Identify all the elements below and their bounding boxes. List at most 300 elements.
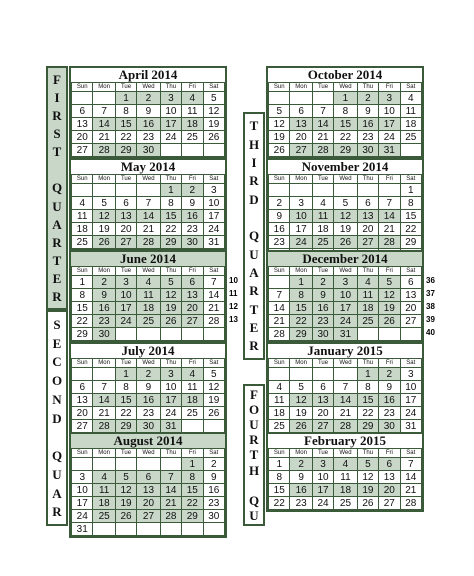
day-cell: 19 bbox=[269, 131, 290, 144]
quarter-letter: T bbox=[249, 301, 259, 317]
day-cell: 22 bbox=[290, 315, 312, 328]
day-cell: 13 bbox=[357, 210, 378, 223]
day-cell: 16 bbox=[137, 118, 160, 131]
day-header: Wed bbox=[137, 359, 160, 368]
day-cell: 17 bbox=[290, 223, 312, 236]
quarter-letter: Q bbox=[51, 180, 63, 196]
day-cell: 1 bbox=[400, 184, 421, 197]
day-cell bbox=[72, 92, 93, 105]
month-title: June 2014 bbox=[71, 252, 225, 266]
day-cell: 29 bbox=[334, 144, 357, 157]
day-cell: 8 bbox=[400, 197, 421, 210]
day-cell: 2 bbox=[182, 184, 203, 197]
quarter-letter: A bbox=[52, 216, 62, 232]
week-row bbox=[72, 276, 225, 289]
day-cell bbox=[269, 276, 290, 289]
day-cell: 5 bbox=[269, 105, 290, 118]
day-cell: 17 bbox=[160, 394, 181, 407]
first-quarter-label bbox=[46, 66, 68, 310]
day-cell: 15 bbox=[334, 118, 357, 131]
day-cell: 30 bbox=[93, 328, 115, 341]
day-header: Thu bbox=[357, 359, 378, 368]
day-header: Sun bbox=[269, 83, 290, 92]
day-cell: 19 bbox=[379, 302, 400, 315]
day-cell: 1 bbox=[357, 368, 378, 381]
day-cell: 29 bbox=[400, 236, 421, 249]
day-cell bbox=[93, 458, 115, 471]
day-cell bbox=[137, 458, 160, 471]
quarter-letter: E bbox=[52, 335, 62, 351]
day-cell: 30 bbox=[137, 144, 160, 157]
day-cell: 7 bbox=[93, 381, 115, 394]
day-cell: 24 bbox=[160, 407, 181, 420]
day-cell: 30 bbox=[137, 420, 160, 433]
week-row bbox=[269, 381, 422, 394]
day-cell bbox=[182, 328, 203, 341]
day-cell: 19 bbox=[334, 223, 357, 236]
day-cell: 3 bbox=[203, 184, 224, 197]
day-cell: 25 bbox=[72, 236, 93, 249]
week-row bbox=[72, 368, 225, 381]
day-cell: 11 bbox=[269, 394, 290, 407]
day-cell: 2 bbox=[93, 276, 115, 289]
day-cell: 14 bbox=[334, 394, 357, 407]
day-cell: 6 bbox=[72, 381, 93, 394]
day-cell: 14 bbox=[379, 210, 400, 223]
day-cell: 10 bbox=[379, 105, 400, 118]
day-cell: 9 bbox=[269, 210, 290, 223]
day-cell: 14 bbox=[400, 471, 421, 484]
day-header: Fri bbox=[182, 449, 203, 458]
day-cell: 4 bbox=[312, 197, 333, 210]
day-cell bbox=[379, 328, 400, 341]
day-cell: 18 bbox=[137, 302, 160, 315]
day-cell: 17 bbox=[115, 302, 136, 315]
day-cell: 21 bbox=[137, 223, 160, 236]
week-row bbox=[72, 92, 225, 105]
day-cell: 5 bbox=[357, 458, 378, 471]
day-cell: 29 bbox=[115, 420, 136, 433]
day-cell: 12 bbox=[269, 118, 290, 131]
day-cell bbox=[290, 184, 312, 197]
day-cell bbox=[182, 420, 203, 433]
quarter-letter: O bbox=[51, 373, 63, 388]
day-cell: 9 bbox=[137, 381, 160, 394]
day-cell: 8 bbox=[72, 289, 93, 302]
month-june-2014 bbox=[69, 250, 227, 343]
day-cell: 30 bbox=[182, 236, 203, 249]
day-cell: 10 bbox=[290, 210, 312, 223]
day-cell: 25 bbox=[137, 315, 160, 328]
quarter-letter: A bbox=[249, 265, 259, 281]
day-header: Tue bbox=[115, 449, 136, 458]
day-cell: 2 bbox=[137, 92, 160, 105]
day-cell: 11 bbox=[93, 484, 115, 497]
day-cell: 22 bbox=[269, 497, 290, 510]
day-cell bbox=[182, 523, 203, 536]
day-cell: 31 bbox=[160, 420, 181, 433]
day-cell bbox=[115, 328, 136, 341]
week-row bbox=[269, 105, 422, 118]
day-cell: 22 bbox=[182, 497, 203, 510]
day-cell: 18 bbox=[334, 484, 357, 497]
day-cell: 5 bbox=[290, 381, 312, 394]
day-cell: 27 bbox=[357, 236, 378, 249]
day-header: Sun bbox=[72, 83, 93, 92]
day-cell: 27 bbox=[379, 497, 400, 510]
day-cell: 20 bbox=[379, 484, 400, 497]
month-title: January 2015 bbox=[307, 343, 383, 358]
day-cell: 9 bbox=[203, 471, 224, 484]
day-cell: 16 bbox=[312, 302, 333, 315]
week-row bbox=[72, 315, 225, 328]
day-cell: 26 bbox=[203, 131, 224, 144]
quarter-letter: O bbox=[248, 402, 260, 418]
day-cell: 10 bbox=[115, 289, 136, 302]
day-cell: 21 bbox=[93, 131, 115, 144]
quarter-letter: Q bbox=[248, 228, 260, 244]
third-quarter-label bbox=[243, 112, 265, 360]
day-cell: 18 bbox=[357, 302, 378, 315]
week-number: 11 bbox=[229, 289, 238, 298]
day-cell: 12 bbox=[115, 484, 136, 497]
quarter-letter: S bbox=[53, 316, 61, 332]
day-cell bbox=[93, 523, 115, 536]
day-cell: 8 bbox=[269, 471, 290, 484]
day-cell: 15 bbox=[115, 118, 136, 131]
day-cell: 26 bbox=[160, 315, 181, 328]
day-header: Sun bbox=[269, 359, 290, 368]
day-cell: 20 bbox=[72, 131, 93, 144]
quarter-letter bbox=[252, 479, 255, 492]
month-january-2015 bbox=[266, 342, 424, 435]
day-cell: 3 bbox=[400, 368, 421, 381]
day-cell: 18 bbox=[312, 223, 333, 236]
quarter-letter: D bbox=[52, 410, 62, 426]
day-cell: 2 bbox=[357, 92, 378, 105]
week-row bbox=[269, 368, 422, 381]
day-cell: 27 bbox=[115, 236, 136, 249]
day-cell: 6 bbox=[379, 458, 400, 471]
day-cell: 26 bbox=[357, 497, 378, 510]
day-header: Sat bbox=[203, 267, 224, 276]
day-header: Fri bbox=[379, 267, 400, 276]
day-header: Tue bbox=[312, 267, 333, 276]
day-cell: 1 bbox=[290, 276, 312, 289]
day-cell: 31 bbox=[72, 523, 93, 536]
quarter-letter: E bbox=[249, 320, 259, 336]
quarter-letter bbox=[55, 163, 58, 176]
day-cell: 24 bbox=[115, 315, 136, 328]
day-cell: 18 bbox=[72, 223, 93, 236]
day-header: Wed bbox=[334, 83, 357, 92]
day-cell bbox=[160, 458, 181, 471]
day-cell: 10 bbox=[72, 484, 93, 497]
day-cell: 21 bbox=[312, 131, 333, 144]
day-header: Thu bbox=[357, 83, 378, 92]
week-row bbox=[72, 197, 225, 210]
week-row bbox=[72, 484, 225, 497]
week-row bbox=[72, 118, 225, 131]
day-cell: 25 bbox=[312, 236, 333, 249]
week-row bbox=[72, 420, 225, 433]
day-cell bbox=[115, 523, 136, 536]
day-cell: 27 bbox=[72, 420, 93, 433]
day-cell: 26 bbox=[115, 510, 136, 523]
day-header: Tue bbox=[312, 449, 333, 458]
day-cell: 22 bbox=[357, 407, 378, 420]
day-cell: 28 bbox=[93, 144, 115, 157]
day-cell: 27 bbox=[137, 510, 160, 523]
quarter-letter: U bbox=[52, 466, 62, 482]
day-header: Thu bbox=[160, 449, 181, 458]
day-cell: 7 bbox=[400, 458, 421, 471]
day-cell: 22 bbox=[400, 223, 421, 236]
day-cell: 30 bbox=[203, 510, 224, 523]
day-cell: 28 bbox=[334, 420, 357, 433]
quarter-letter: I bbox=[54, 90, 60, 106]
day-cell: 21 bbox=[160, 497, 181, 510]
day-cell: 15 bbox=[182, 484, 203, 497]
week-row bbox=[269, 328, 422, 341]
day-cell: 2 bbox=[312, 276, 333, 289]
day-cell: 14 bbox=[160, 484, 181, 497]
second-quarter-label bbox=[46, 310, 68, 526]
day-cell: 27 bbox=[72, 144, 93, 157]
day-cell: 18 bbox=[182, 394, 203, 407]
day-cell: 24 bbox=[400, 407, 421, 420]
day-cell: 1 bbox=[160, 184, 181, 197]
day-cell: 4 bbox=[72, 197, 93, 210]
day-cell: 24 bbox=[160, 131, 181, 144]
day-header: Sat bbox=[400, 359, 421, 368]
quarter-letter: R bbox=[52, 234, 62, 250]
day-cell: 28 bbox=[203, 315, 224, 328]
day-cell: 20 bbox=[312, 407, 333, 420]
day-cell: 25 bbox=[357, 315, 378, 328]
day-header: Wed bbox=[137, 449, 160, 458]
day-cell: 6 bbox=[312, 381, 333, 394]
day-cell: 12 bbox=[334, 210, 357, 223]
day-cell: 20 bbox=[400, 302, 421, 315]
day-cell: 16 bbox=[203, 484, 224, 497]
day-cell: 14 bbox=[312, 118, 333, 131]
day-header: Tue bbox=[115, 175, 136, 184]
week-row bbox=[72, 497, 225, 510]
day-cell: 25 bbox=[400, 131, 421, 144]
day-cell: 7 bbox=[379, 197, 400, 210]
day-header: Sun bbox=[269, 267, 290, 276]
week-row bbox=[269, 144, 422, 157]
quarter-letter: R bbox=[52, 504, 62, 520]
day-cell bbox=[137, 184, 160, 197]
day-cell: 23 bbox=[379, 407, 400, 420]
day-cell: 21 bbox=[379, 223, 400, 236]
quarter-letter: R bbox=[249, 432, 259, 448]
day-header: Tue bbox=[312, 83, 333, 92]
day-cell: 1 bbox=[115, 92, 136, 105]
day-cell: 5 bbox=[93, 197, 115, 210]
day-cell: 12 bbox=[203, 381, 224, 394]
day-cell: 5 bbox=[203, 368, 224, 381]
day-cell: 22 bbox=[115, 131, 136, 144]
quarter-letter: F bbox=[53, 72, 61, 88]
month-february-2015 bbox=[266, 432, 424, 512]
month-title: October 2014 bbox=[307, 67, 383, 82]
day-cell bbox=[269, 368, 290, 381]
day-cell: 28 bbox=[312, 144, 333, 157]
day-cell bbox=[312, 368, 333, 381]
day-header: Thu bbox=[160, 175, 181, 184]
day-cell bbox=[203, 328, 224, 341]
day-cell: 25 bbox=[182, 131, 203, 144]
month-title: December 2014 bbox=[268, 252, 422, 266]
day-cell: 31 bbox=[334, 328, 357, 341]
day-cell: 9 bbox=[137, 105, 160, 118]
day-header: Sat bbox=[400, 175, 421, 184]
day-cell: 16 bbox=[269, 223, 290, 236]
day-header: Sun bbox=[72, 175, 93, 184]
day-cell: 21 bbox=[400, 484, 421, 497]
day-cell bbox=[357, 184, 378, 197]
day-header: Wed bbox=[334, 267, 357, 276]
day-cell: 13 bbox=[72, 118, 93, 131]
day-header: Thu bbox=[357, 267, 378, 276]
day-header: Sun bbox=[72, 359, 93, 368]
week-row bbox=[269, 458, 422, 471]
day-cell: 25 bbox=[269, 420, 290, 433]
day-cell: 22 bbox=[334, 131, 357, 144]
day-cell: 25 bbox=[182, 407, 203, 420]
week-number bbox=[229, 326, 238, 339]
day-cell: 13 bbox=[72, 394, 93, 407]
day-cell: 24 bbox=[379, 131, 400, 144]
day-cell: 3 bbox=[160, 92, 181, 105]
day-cell: 30 bbox=[312, 328, 333, 341]
month-august-2014 bbox=[69, 432, 227, 538]
day-cell: 13 bbox=[400, 289, 421, 302]
day-cell: 16 bbox=[93, 302, 115, 315]
day-header: Wed bbox=[137, 267, 160, 276]
day-header: Fri bbox=[379, 83, 400, 92]
day-cell: 10 bbox=[160, 381, 181, 394]
day-cell: 8 bbox=[182, 471, 203, 484]
day-cell: 26 bbox=[379, 315, 400, 328]
day-cell: 15 bbox=[400, 210, 421, 223]
day-header: Fri bbox=[182, 267, 203, 276]
day-cell: 23 bbox=[269, 236, 290, 249]
week-row bbox=[72, 458, 225, 471]
day-cell: 5 bbox=[334, 197, 357, 210]
quarter-letter: T bbox=[52, 252, 62, 268]
week-row bbox=[269, 289, 422, 302]
month-title: February 2015 bbox=[304, 433, 386, 448]
day-header: Mon bbox=[93, 175, 115, 184]
day-cell: 16 bbox=[357, 118, 378, 131]
day-cell: 12 bbox=[160, 289, 181, 302]
day-cell bbox=[72, 184, 93, 197]
day-cell bbox=[93, 368, 115, 381]
day-cell: 4 bbox=[357, 276, 378, 289]
week-number: 38 bbox=[426, 302, 435, 311]
week-row bbox=[269, 184, 422, 197]
day-cell: 20 bbox=[182, 302, 203, 315]
day-cell: 1 bbox=[269, 458, 290, 471]
day-cell bbox=[400, 144, 421, 157]
day-cell: 28 bbox=[379, 236, 400, 249]
day-cell: 9 bbox=[312, 289, 333, 302]
day-header: Thu bbox=[160, 359, 181, 368]
day-cell: 8 bbox=[357, 381, 378, 394]
day-cell: 5 bbox=[203, 92, 224, 105]
week-row bbox=[269, 484, 422, 497]
day-cell: 24 bbox=[290, 236, 312, 249]
day-cell: 14 bbox=[137, 210, 160, 223]
week-number: 13 bbox=[229, 315, 238, 324]
day-cell: 7 bbox=[160, 471, 181, 484]
quarter-letter bbox=[55, 430, 58, 443]
day-cell: 3 bbox=[160, 368, 181, 381]
day-cell: 2 bbox=[203, 458, 224, 471]
day-header: Tue bbox=[115, 359, 136, 368]
day-cell: 28 bbox=[137, 236, 160, 249]
week-number: 36 bbox=[426, 276, 435, 285]
day-cell bbox=[203, 144, 224, 157]
day-header: Fri bbox=[182, 175, 203, 184]
day-cell: 26 bbox=[334, 236, 357, 249]
day-header: Tue bbox=[312, 175, 333, 184]
day-header: Mon bbox=[93, 449, 115, 458]
quarter-letter: U bbox=[249, 507, 259, 523]
week-number: 12 bbox=[229, 302, 238, 311]
day-cell: 4 bbox=[182, 368, 203, 381]
day-cell: 23 bbox=[137, 131, 160, 144]
day-cell: 12 bbox=[93, 210, 115, 223]
day-cell: 20 bbox=[357, 223, 378, 236]
day-cell bbox=[182, 144, 203, 157]
week-row bbox=[269, 276, 422, 289]
day-cell: 26 bbox=[93, 236, 115, 249]
week-row bbox=[72, 289, 225, 302]
day-cell: 2 bbox=[269, 197, 290, 210]
day-cell: 15 bbox=[357, 394, 378, 407]
day-cell: 29 bbox=[72, 328, 93, 341]
day-cell: 4 bbox=[93, 471, 115, 484]
quarter-letter: R bbox=[249, 283, 259, 299]
day-header: Mon bbox=[290, 449, 312, 458]
quarter-letter: T bbox=[249, 447, 259, 463]
day-header: Sat bbox=[400, 83, 421, 92]
week-number: 39 bbox=[426, 315, 435, 324]
day-cell: 25 bbox=[334, 497, 357, 510]
day-cell bbox=[72, 368, 93, 381]
day-cell: 23 bbox=[203, 497, 224, 510]
day-cell: 19 bbox=[203, 394, 224, 407]
day-header: Thu bbox=[357, 175, 378, 184]
day-cell: 19 bbox=[203, 118, 224, 131]
month-title: August 2014 bbox=[71, 434, 225, 448]
quarter-letter: T bbox=[249, 118, 259, 134]
day-cell: 7 bbox=[203, 276, 224, 289]
day-cell: 12 bbox=[290, 394, 312, 407]
quarter-letter: H bbox=[248, 462, 260, 478]
quarter-letter: S bbox=[53, 126, 61, 142]
day-cell bbox=[137, 328, 160, 341]
day-cell: 3 bbox=[115, 276, 136, 289]
day-header: Thu bbox=[357, 449, 378, 458]
day-cell: 16 bbox=[182, 210, 203, 223]
day-cell: 7 bbox=[137, 197, 160, 210]
